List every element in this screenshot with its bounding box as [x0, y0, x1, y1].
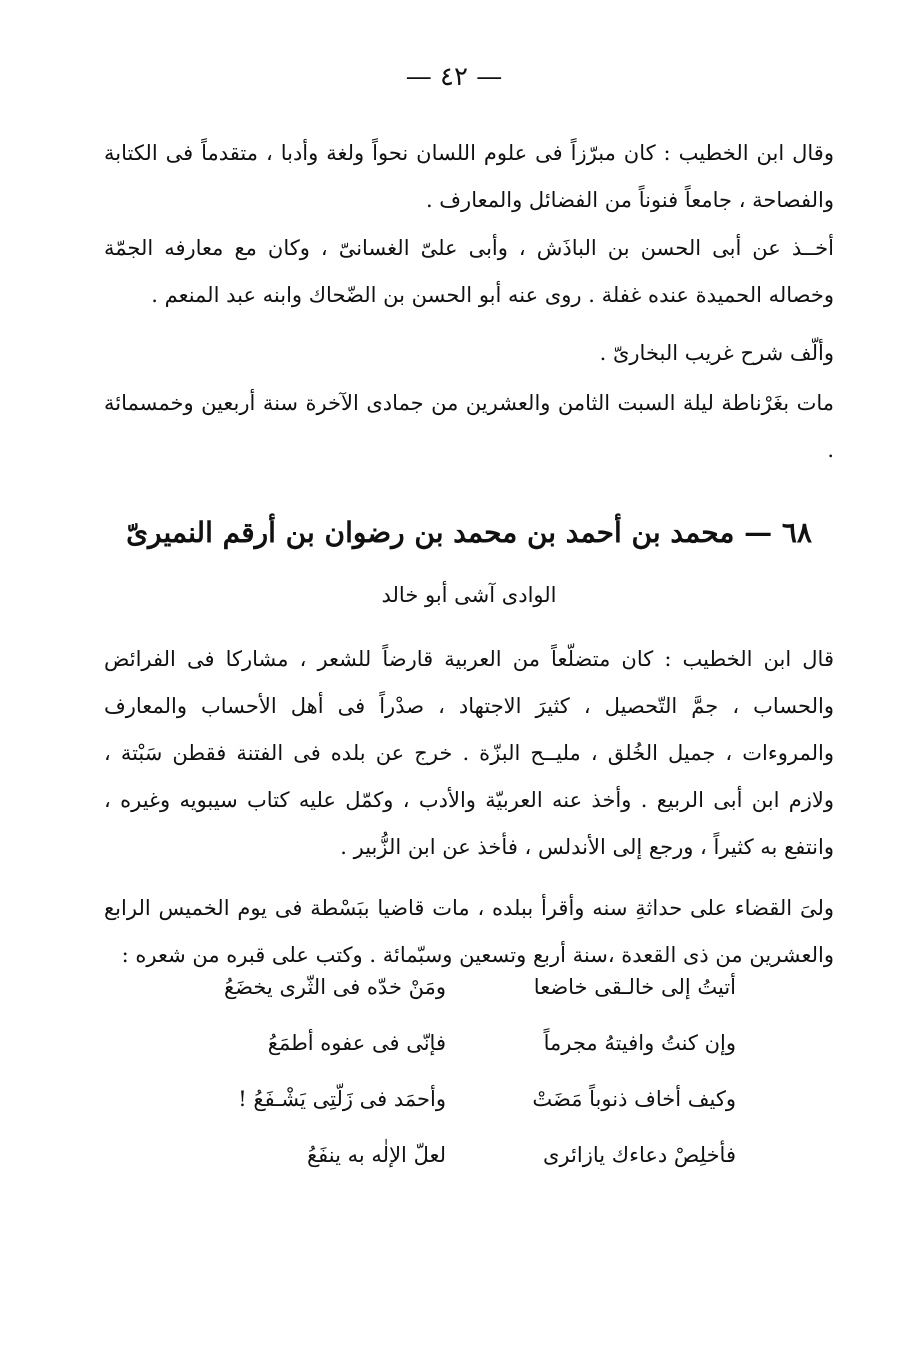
verse-first-half: وإن كنتُ وافيتهُ مجرماً [543, 1031, 736, 1055]
poem [0, 975, 908, 1199]
poem-verse [0, 1087, 908, 1143]
paragraph-judgeship: ولىَ القضاء على حداثةِ سنه وأقرأ ببلده ، مات قاضيا ببَسْطة فى يوم الخميس الرابع والعشرين من ذى القعدة ،سنة أربع وتسعين وسبّمائة . وكتب على قبره من شعره : [104, 896, 834, 967]
verse-first-half: أتيتُ إلى خالـقى خاضعا [533, 975, 736, 999]
verse-second-half: لعلّ الإلٰه به ينفَعُ [306, 1143, 446, 1167]
paragraph-death: مات بغَرْناطة ليلة السبت الثامن والعشرين من جمادى الآخرة سنة أربعين وخمسمائة . [104, 391, 834, 462]
entry-heading: ٦٨ — محمد بن أحمد بن محمد بن رضوان بن أرقم النميرىّ [126, 516, 812, 549]
paragraph-works: وألّف شرح غريب البخارىّ . [599, 341, 834, 365]
paragraph-biography: قال ابن الخطيب : كان متضلّعاً من العربية قارضاً للشعر ، مشاركا فى الفرائض والحساب ، جمَّ التّحصيل ، كثيرَ الاجتهاد ، صدْراً فى أهل الأحساب والمعارف والمروءات ، جميل الخُلق ، مليــح البزّة . خرج عن بلده فى الفتنة فقطن سَبْتة ، ولازم ابن أبى الربيع . وأخذ عنه العربيّة والأدب ، وكمّل عليه كتاب سيبويه وغيره ، وانتفع به كثيراً ، ورجع إلى الأندلس ، فأخذ عن ابن الزُّبير . [104, 647, 834, 859]
page-number: — ٤٢ — [405, 62, 503, 92]
verse-second-half: وأحمَد فى زَلّتِى يَشْـفَعُ ! [238, 1087, 446, 1111]
paragraph-ibn-al-khatib-quote: وقال ابن الخطيب : كان مبرّزاً فى علوم اللسان نحواً ولغة وأدبا ، متقدماً فى الكتابة والفصاحة ، جامعاً فنوناً من الفضائل والمعارف . [104, 141, 834, 212]
verse-first-half: وكيف أخاف ذنوباً مَضَتْ [532, 1087, 736, 1111]
entry-subheading: الوادى آشى أبو خالد [381, 583, 557, 607]
poem-verse [0, 975, 908, 1031]
verse-second-half: فإنّى فى عفوه أطمَعُ [267, 1031, 446, 1055]
poem-verse [0, 1031, 908, 1087]
verse-second-half: ومَنْ خدّه فى الثّرى يخضَعُ [223, 975, 446, 999]
verse-first-half: فأخلِصْ دعاءك يازائرى [543, 1143, 736, 1167]
poem-verse [0, 1143, 908, 1199]
paragraph-teachers: أخــذ عن أبى الحسن بن الباذَش ، وأبى علىّ الغسانىّ ، وكان مع معارفه الجمّة وخصاله الحميدة عنده غفلة . روى عنه أبو الحسن بن الضّحاك وابنه عبد المنعم . [104, 236, 834, 307]
